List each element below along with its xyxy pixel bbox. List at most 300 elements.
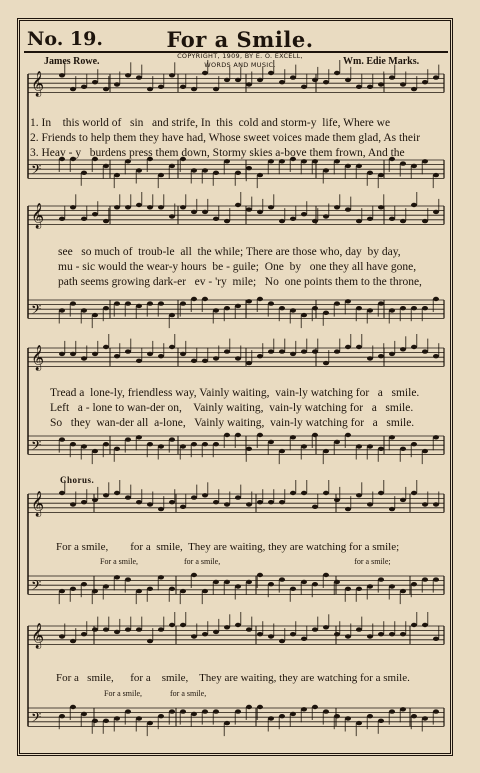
note-head: [59, 491, 65, 495]
note-head: [367, 171, 373, 175]
note-head: [136, 359, 142, 363]
note-head: [246, 361, 252, 365]
note-head: [147, 587, 153, 591]
note-head: [136, 589, 142, 593]
note-head: [279, 449, 285, 453]
note-head: [191, 168, 197, 172]
note-head: [389, 709, 395, 713]
note-head: [70, 587, 76, 591]
author: James Rowe.: [44, 56, 100, 67]
note-head: [334, 301, 340, 305]
note-head: [125, 437, 131, 441]
note-head: [114, 354, 120, 358]
note-head: [422, 349, 428, 353]
note-head: [191, 573, 197, 577]
note-head: [257, 210, 263, 214]
note-head: [345, 433, 351, 437]
hymn-number: No. 19.: [27, 28, 103, 50]
note-head: [169, 623, 175, 627]
note-head: [378, 719, 384, 723]
verse-1-line: see so much of troub-le all the while; There are those who, day by day,: [58, 246, 401, 258]
note-head: [136, 716, 142, 720]
note-head: [202, 71, 208, 75]
note-head: [323, 625, 329, 629]
note-head: [301, 637, 307, 641]
note-head: [345, 507, 351, 511]
note-head: [169, 73, 175, 77]
note-head: [367, 584, 373, 588]
note-head: [433, 709, 439, 713]
note-head: [279, 714, 285, 718]
note-head: [378, 173, 384, 177]
note-head: [367, 85, 373, 89]
note-head: [323, 168, 329, 172]
note-head: [169, 345, 175, 349]
clef-icon: 𝄞: [31, 71, 45, 97]
note-head: [70, 705, 76, 709]
note-head: [81, 500, 87, 504]
note-head: [433, 577, 439, 581]
note-head: [301, 85, 307, 89]
note-head: [213, 580, 219, 584]
note-head: [268, 440, 274, 444]
note-head: [411, 623, 417, 627]
note-head: [180, 623, 186, 627]
note-head: [81, 356, 87, 360]
note-head: [257, 705, 263, 709]
note-head: [433, 210, 439, 214]
note-head: [246, 207, 252, 211]
note-head: [224, 349, 230, 353]
note-head: [334, 498, 340, 502]
note-head: [147, 639, 153, 643]
note-head: [433, 637, 439, 641]
verse-1-line: Tread a lone-ly, friendless way, Vainly waiting, vain-ly watching for a smile.: [50, 387, 420, 399]
note-head: [169, 500, 175, 504]
note-head: [70, 87, 76, 91]
note-head: [147, 87, 153, 91]
note-head: [202, 632, 208, 636]
note-head: [323, 491, 329, 495]
note-head: [246, 580, 252, 584]
note-head: [279, 219, 285, 223]
note-head: [59, 714, 65, 718]
note-head: [191, 359, 197, 363]
note-head: [356, 164, 362, 168]
note-head: [378, 82, 384, 86]
note-head: [213, 630, 219, 634]
note-head: [125, 627, 131, 631]
note-head: [103, 719, 109, 723]
note-head: [268, 582, 274, 586]
note-head: [323, 214, 329, 218]
note-head: [378, 491, 384, 495]
chorus-label: Chorus.: [60, 475, 95, 485]
note-head: [169, 437, 175, 441]
note-head: [378, 205, 384, 209]
note-head: [169, 164, 175, 168]
note-head: [81, 632, 87, 636]
note-head: [147, 502, 153, 506]
note-head: [422, 623, 428, 627]
note-head: [334, 71, 340, 75]
note-head: [70, 639, 76, 643]
note-head: [92, 212, 98, 216]
note-head: [158, 627, 164, 631]
note-head: [301, 491, 307, 495]
note-head: [400, 707, 406, 711]
note-head: [345, 164, 351, 168]
note-head: [422, 577, 428, 581]
note-head: [279, 306, 285, 310]
note-head: [389, 584, 395, 588]
note-head: [81, 217, 87, 221]
note-head: [114, 205, 120, 209]
note-head: [301, 159, 307, 163]
verse-3-line: path seems growing dark-er ev - 'ry mile; No one points them to the throne,: [58, 276, 422, 288]
note-head: [257, 78, 263, 82]
clef-icon: 𝄢: [31, 161, 42, 181]
note-head: [422, 159, 428, 163]
note-head: [411, 714, 417, 718]
note-head: [158, 444, 164, 448]
note-head: [246, 447, 252, 451]
note-head: [279, 159, 285, 163]
note-head: [202, 442, 208, 446]
note-head: [290, 491, 296, 495]
note-head: [213, 356, 219, 360]
note-head: [136, 203, 142, 207]
note-head: [224, 433, 230, 437]
note-head: [202, 359, 208, 363]
note-head: [169, 709, 175, 713]
note-head: [301, 212, 307, 216]
note-head: [213, 442, 219, 446]
note-head: [202, 709, 208, 713]
note-head: [389, 75, 395, 79]
chorus-line: For a smile, for a smile, They are waiting, they are watching for a smile;: [56, 541, 400, 553]
note-head: [279, 500, 285, 504]
note-head: [400, 632, 406, 636]
note-head: [389, 308, 395, 312]
note-head: [158, 85, 164, 89]
note-head: [301, 313, 307, 317]
note-head: [356, 493, 362, 497]
note-head: [345, 207, 351, 211]
note-head: [334, 580, 340, 584]
note-head: [158, 575, 164, 579]
clef-icon: 𝄢: [31, 301, 42, 321]
note-head: [301, 580, 307, 584]
note-head: [378, 577, 384, 581]
note-head: [147, 352, 153, 356]
note-head: [180, 352, 186, 356]
note-head: [70, 442, 76, 446]
note-head: [246, 705, 252, 709]
note-head: [70, 205, 76, 209]
note-head: [125, 577, 131, 581]
note-head: [400, 347, 406, 351]
note-head: [136, 304, 142, 308]
note-head: [356, 85, 362, 89]
note-head: [136, 75, 142, 79]
hymn-title: For a Smile.: [166, 27, 314, 52]
note-head: [125, 205, 131, 209]
verse-2-line: 2. Friends to help them they have had, Whose sweet voices made them glad, As their: [30, 132, 421, 144]
note-head: [279, 349, 285, 353]
note-head: [224, 306, 230, 310]
note-head: [323, 709, 329, 713]
note-head: [378, 301, 384, 305]
note-head: [114, 82, 120, 86]
note-head: [301, 444, 307, 448]
note-head: [81, 308, 87, 312]
note-head: [158, 354, 164, 358]
note-head: [59, 437, 65, 441]
note-head: [356, 627, 362, 631]
note-head: [312, 582, 318, 586]
note-head: [114, 575, 120, 579]
note-head: [400, 447, 406, 451]
note-head: [367, 444, 373, 448]
note-head: [147, 205, 153, 209]
note-head: [246, 166, 252, 170]
note-head: [103, 627, 109, 631]
chorus-bass-line: For a smile, for a smile, for a smile;: [100, 557, 391, 566]
chorus-bass-line: For a smile, for a smile,: [104, 689, 207, 698]
verse-2-line: mu - sic would the wear-y hours be - guile; One by one they all have gone,: [58, 261, 417, 273]
note-head: [312, 306, 318, 310]
clef-icon: 𝄢: [31, 437, 42, 457]
note-head: [224, 78, 230, 82]
note-head: [103, 442, 109, 446]
verse-3-line: 3. Heav - y burdens press them down, Stormy skies a-bove them frown, And the: [30, 147, 405, 159]
note-head: [92, 313, 98, 317]
note-head: [103, 345, 109, 349]
clef-icon: 𝄢: [31, 709, 42, 729]
note-head: [268, 301, 274, 305]
note-head: [224, 721, 230, 725]
note-head: [389, 507, 395, 511]
note-head: [400, 306, 406, 310]
note-head: [114, 301, 120, 305]
clef-icon: 𝄞: [31, 203, 45, 229]
note-head: [367, 502, 373, 506]
note-head: [290, 217, 296, 221]
note-head: [411, 87, 417, 91]
note-head: [345, 587, 351, 591]
note-head: [290, 352, 296, 356]
note-head: [92, 498, 98, 502]
note-head: [301, 349, 307, 353]
note-head: [191, 442, 197, 446]
note-head: [290, 75, 296, 79]
note-head: [114, 173, 120, 177]
note-head: [400, 589, 406, 593]
note-head: [180, 301, 186, 305]
chorus-line: For a smile, for a smile, They are waiting, they are watching for a smile.: [56, 672, 410, 684]
note-head: [268, 71, 274, 75]
note-head: [312, 78, 318, 82]
note-head: [59, 73, 65, 77]
note-head: [224, 502, 230, 506]
note-head: [224, 159, 230, 163]
note-head: [213, 87, 219, 91]
note-head: [290, 308, 296, 312]
note-head: [312, 219, 318, 223]
note-head: [125, 349, 131, 353]
note-head: [180, 444, 186, 448]
note-head: [114, 447, 120, 451]
note-head: [411, 345, 417, 349]
note-head: [345, 634, 351, 638]
note-head: [367, 634, 373, 638]
note-head: [290, 632, 296, 636]
note-head: [411, 164, 417, 168]
clef-icon: 𝄢: [31, 577, 42, 597]
note-head: [312, 159, 318, 163]
note-head: [136, 500, 142, 504]
note-head: [235, 78, 241, 82]
note-head: [246, 299, 252, 303]
note-head: [191, 495, 197, 499]
note-head: [92, 352, 98, 356]
note-head: [367, 714, 373, 718]
note-head: [268, 205, 274, 209]
note-head: [59, 634, 65, 638]
verse-3-line: So they wan-der all a-lone, Vainly waiting, vain-ly watching for a smile.: [50, 417, 415, 429]
note-head: [81, 85, 87, 89]
note-head: [268, 159, 274, 163]
note-head: [158, 173, 164, 177]
note-head: [257, 500, 263, 504]
note-head: [235, 709, 241, 713]
note-head: [268, 500, 274, 504]
verse-1-line: 1. In this world of sin and strife, In this cold and storm-y life, Where we: [30, 117, 391, 129]
note-head: [334, 632, 340, 636]
note-head: [235, 623, 241, 627]
note-head: [180, 85, 186, 89]
note-head: [158, 205, 164, 209]
note-head: [125, 709, 131, 713]
note-head: [59, 217, 65, 221]
note-head: [312, 627, 318, 631]
note-head: [213, 217, 219, 221]
note-head: [92, 719, 98, 723]
copyright-line: WORDS AND MUSIC.: [204, 61, 276, 69]
note-head: [114, 491, 120, 495]
note-head: [246, 627, 252, 631]
note-head: [180, 505, 186, 509]
note-head: [378, 354, 384, 358]
note-head: [235, 356, 241, 360]
note-head: [235, 584, 241, 588]
note-head: [246, 82, 252, 86]
note-head: [323, 573, 329, 577]
note-head: [180, 205, 186, 209]
note-head: [158, 714, 164, 718]
clef-icon: 𝄞: [31, 345, 45, 371]
note-head: [378, 632, 384, 636]
note-head: [279, 577, 285, 581]
note-head: [301, 707, 307, 711]
note-head: [411, 582, 417, 586]
note-head: [290, 712, 296, 716]
note-head: [367, 217, 373, 221]
note-head: [312, 505, 318, 509]
note-head: [400, 498, 406, 502]
note-head: [235, 433, 241, 437]
note-head: [356, 219, 362, 223]
note-head: [257, 173, 263, 177]
copyright-line: COPYRIGHT, 1909, BY E. O. EXCELL,: [177, 52, 303, 60]
note-head: [191, 634, 197, 638]
note-head: [158, 301, 164, 305]
note-head: [92, 449, 98, 453]
note-head: [334, 205, 340, 209]
note-head: [411, 203, 417, 207]
note-head: [169, 313, 175, 317]
note-head: [103, 493, 109, 497]
note-head: [279, 80, 285, 84]
note-head: [246, 502, 252, 506]
note-head: [400, 82, 406, 86]
note-head: [70, 301, 76, 305]
note-head: [191, 210, 197, 214]
note-head: [411, 442, 417, 446]
note-head: [356, 721, 362, 725]
note-head: [323, 449, 329, 453]
note-head: [312, 705, 318, 709]
note-head: [257, 297, 263, 301]
note-head: [103, 306, 109, 310]
note-head: [81, 712, 87, 716]
note-head: [389, 352, 395, 356]
note-head: [158, 507, 164, 511]
note-head: [125, 73, 131, 77]
note-head: [389, 632, 395, 636]
note-head: [334, 349, 340, 353]
note-head: [411, 491, 417, 495]
note-head: [147, 301, 153, 305]
note-head: [367, 356, 373, 360]
note-head: [345, 78, 351, 82]
note-head: [345, 716, 351, 720]
note-head: [202, 589, 208, 593]
note-head: [389, 435, 395, 439]
note-head: [114, 630, 120, 634]
note-head: [323, 80, 329, 84]
note-head: [103, 584, 109, 588]
note-head: [136, 435, 142, 439]
note-head: [92, 627, 98, 631]
note-head: [180, 709, 186, 713]
note-head: [235, 495, 241, 499]
composer: Wm. Edie Marks.: [343, 56, 420, 67]
note-head: [136, 627, 142, 631]
note-head: [433, 297, 439, 301]
note-head: [345, 299, 351, 303]
note-head: [213, 500, 219, 504]
note-head: [213, 171, 219, 175]
note-head: [114, 716, 120, 720]
note-head: [389, 217, 395, 221]
note-head: [191, 712, 197, 716]
note-head: [224, 580, 230, 584]
note-head: [169, 214, 175, 218]
note-head: [235, 203, 241, 207]
note-head: [202, 210, 208, 214]
